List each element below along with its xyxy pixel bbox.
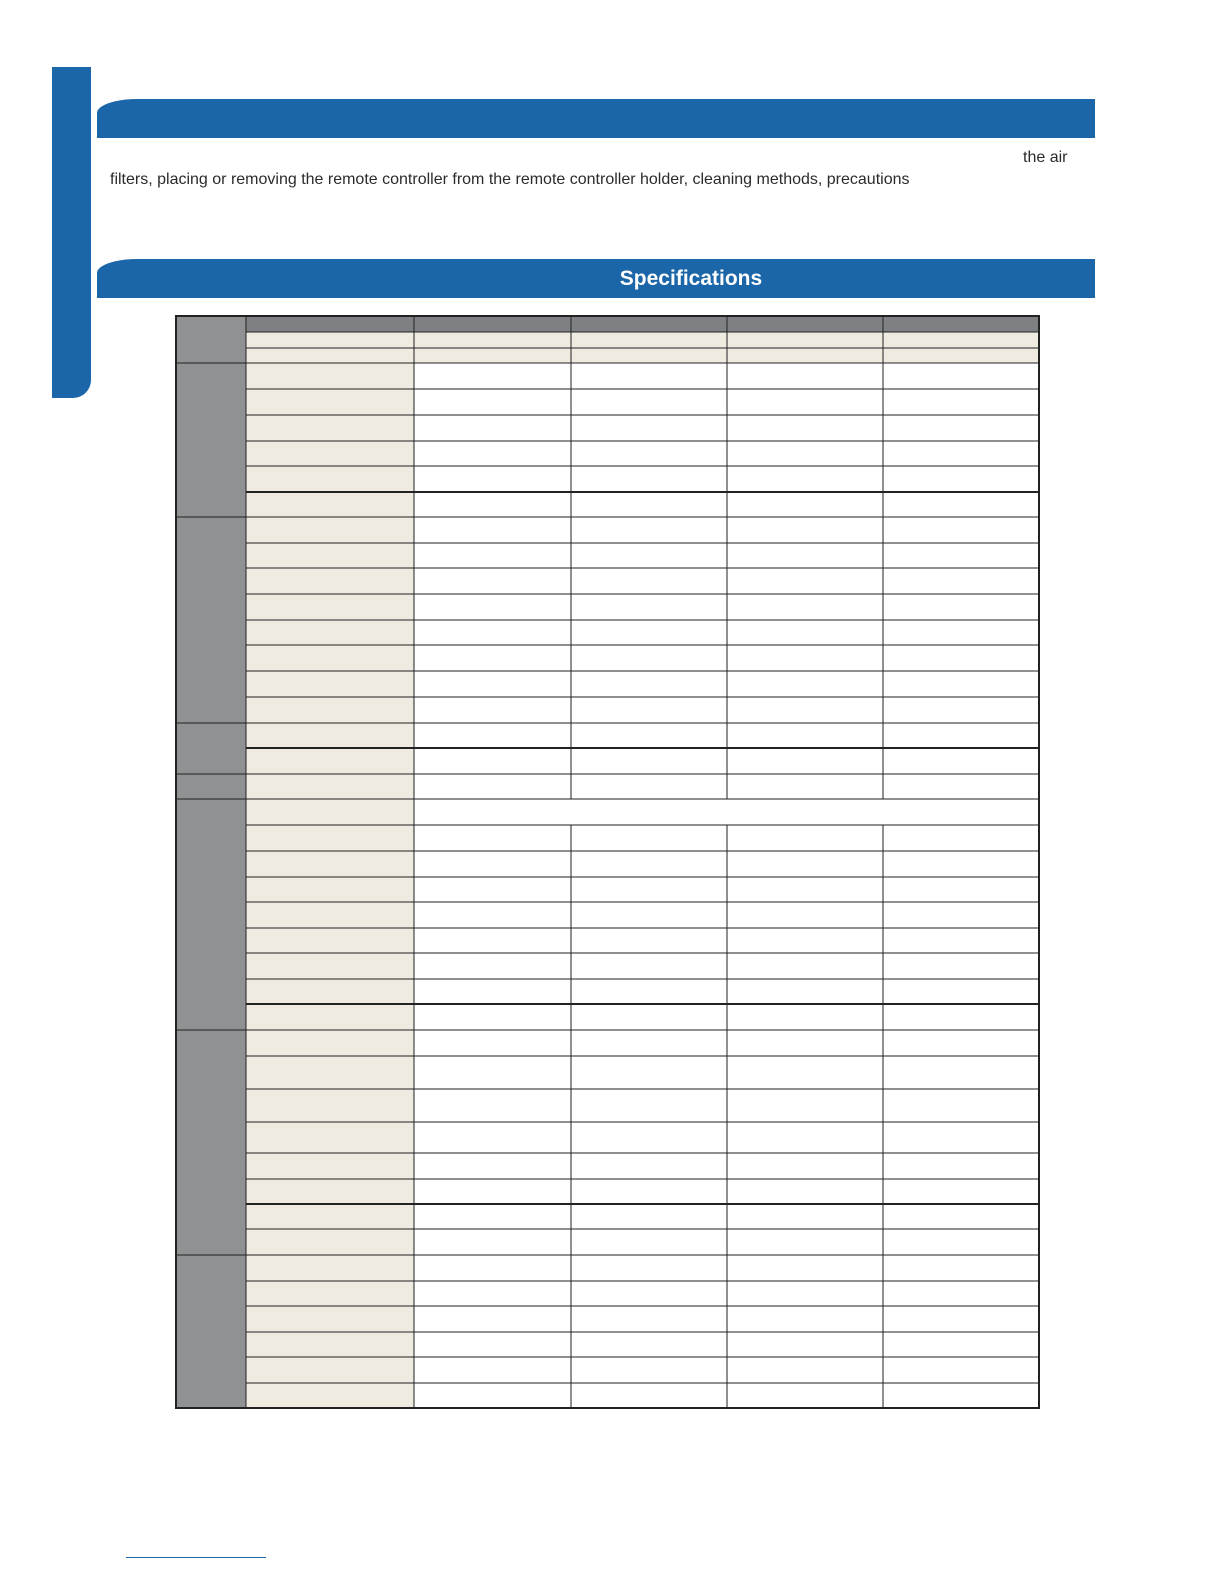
label-cell <box>246 1122 414 1153</box>
label-cell <box>246 492 414 517</box>
specifications-title: Specifications <box>619 267 763 290</box>
label-cell <box>246 1229 414 1255</box>
label-cell <box>246 877 414 902</box>
label-cell <box>246 1089 414 1122</box>
specifications-banner <box>97 259 1095 298</box>
label-cell <box>246 1306 414 1332</box>
label-cell <box>246 1383 414 1407</box>
label-cell <box>246 645 414 671</box>
label-cell <box>246 466 414 492</box>
label-cell <box>246 348 414 363</box>
label-cell <box>246 902 414 928</box>
footer-rule <box>126 1557 266 1558</box>
label-cell <box>246 1204 414 1229</box>
label-cell <box>246 953 414 979</box>
label-cell <box>246 928 414 953</box>
label-cell <box>246 851 414 877</box>
label-cell <box>246 517 414 543</box>
chapter-side-tab <box>52 67 91 398</box>
label-cell <box>246 363 414 389</box>
label-cell <box>246 568 414 594</box>
label-cell <box>246 979 414 1004</box>
label-cell <box>246 1332 414 1357</box>
section-banner <box>97 99 1095 138</box>
specifications-table-grid <box>177 317 1038 1407</box>
label-cell <box>246 1030 414 1056</box>
label-cell <box>246 415 414 441</box>
label-cell <box>246 1255 414 1281</box>
label-cell <box>246 1004 414 1030</box>
label-cell <box>246 1179 414 1204</box>
label-cell <box>246 1357 414 1383</box>
label-cell <box>246 1056 414 1089</box>
label-cell <box>246 697 414 723</box>
label-cell <box>246 389 414 415</box>
specifications-table <box>175 315 1040 1409</box>
label-cell <box>246 825 414 851</box>
label-cell <box>246 332 414 348</box>
label-cell <box>246 620 414 645</box>
row-group-column <box>177 317 246 1407</box>
label-cell <box>246 723 414 748</box>
label-cell <box>246 1281 414 1306</box>
label-cell <box>246 441 414 466</box>
label-cell <box>246 594 414 620</box>
header-row <box>246 317 1038 332</box>
label-cell <box>246 1153 414 1179</box>
intro-text-line-1: the air <box>1023 149 1068 166</box>
label-cell <box>246 799 414 825</box>
label-cell <box>246 774 414 799</box>
label-cell <box>246 543 414 568</box>
label-cell <box>246 671 414 697</box>
intro-text-line-2: filters, placing or removing the remote controller from the remote controller holder, cleaning methods, precautions <box>110 171 910 188</box>
label-cell <box>246 748 414 774</box>
